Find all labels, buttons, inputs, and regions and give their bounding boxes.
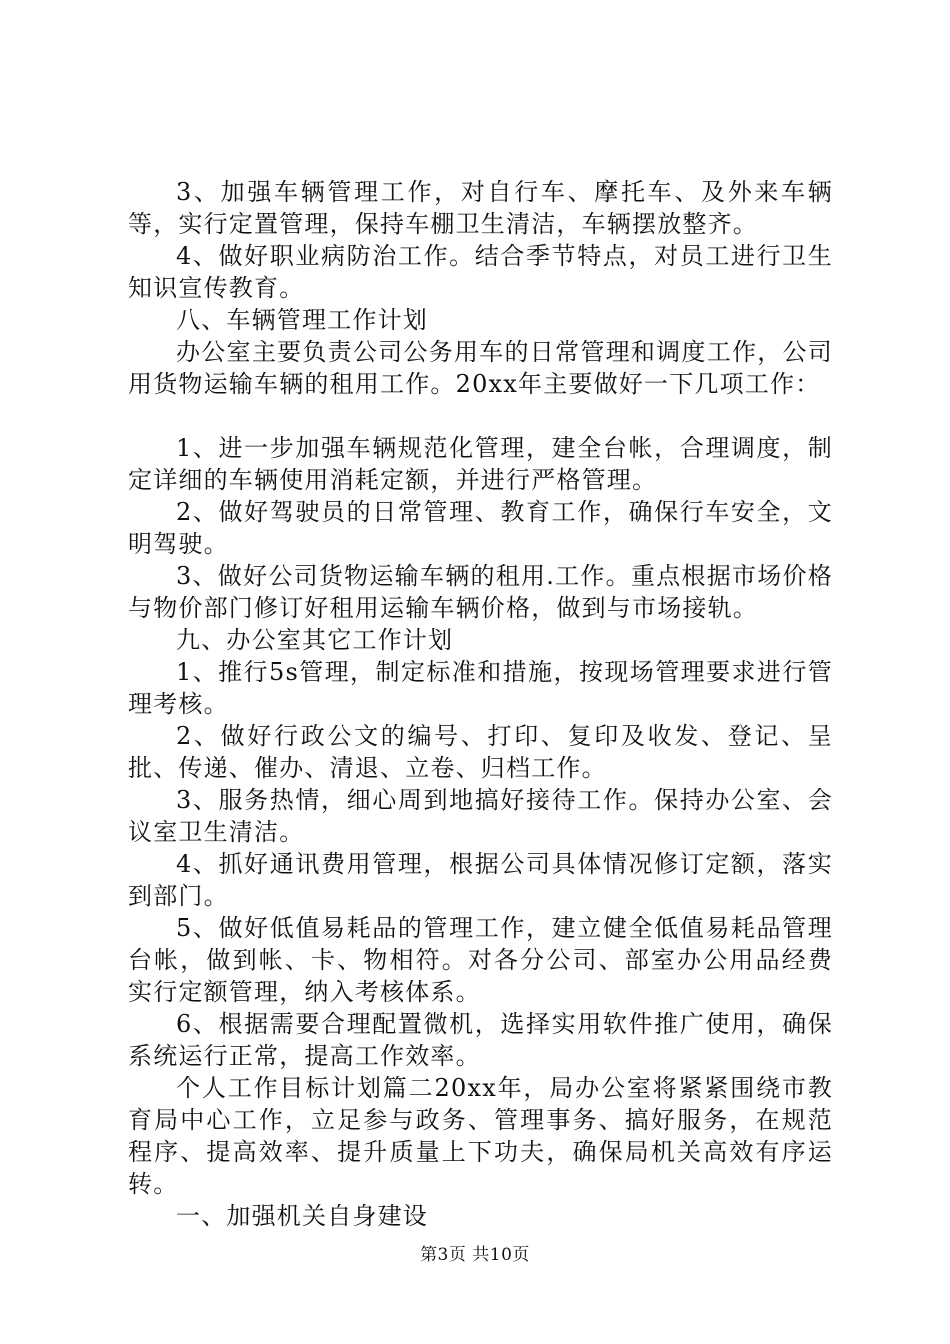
paragraph-plan-part-2: 个人工作目标计划篇二20xx年，局办公室将紧紧围绕市教育局中心工作，立足参与政务、管理事务、搞好服务，在规范程序、提高效率、提升质量上下功夫，确保局机关高效有序运转。 <box>128 1074 833 1198</box>
page-number: 第3页 共10页 <box>420 1245 530 1265</box>
section-heading-8: 八、车辆管理工作计划 <box>176 306 428 334</box>
paragraph-other-item-4: 4、抓好通讯费用管理，根据公司具体情况修订定额，落实到部门。 <box>128 850 833 910</box>
page-footer <box>0 1244 950 1266</box>
paragraph-occupational-health: 4、做好职业病防治工作。结合季节特点，对员工进行卫生知识宣传教育。 <box>128 242 833 302</box>
paragraph-other-item-2: 2、做好行政公文的编号、打印、复印及收发、登记、呈批、传递、催办、清退、立卷、归档工作。 <box>128 722 833 782</box>
document-body <box>128 176 833 1232</box>
paragraph-vehicle-item-1: 1、进一步加强车辆规范化管理，建全台帐，合理调度，制定详细的车辆使用消耗定额，并进行严格管理。 <box>128 434 833 494</box>
paragraph-other-item-5: 5、做好低值易耗品的管理工作，建立健全低值易耗品管理台帐，做到帐、卡、物相符。对各分公司、部室办公用品经费实行定额管理，纳入考核体系。 <box>128 914 833 1006</box>
paragraph-vehicle-item-3: 3、做好公司货物运输车辆的租用.工作。重点根据市场价格与物价部门修订好租用运输车辆价格，做到与市场接轨。 <box>128 562 833 622</box>
paragraph-vehicle-management: 3、加强车辆管理工作，对自行车、摩托车、及外来车辆等，实行定置管理，保持车棚卫生清洁，车辆摆放整齐。 <box>128 178 833 238</box>
paragraph-other-item-1: 1、推行5s管理，制定标准和措施，按现场管理要求进行管理考核。 <box>128 658 833 718</box>
paragraph-other-item-3: 3、服务热情，细心周到地搞好接待工作。保持办公室、会议室卫生清洁。 <box>128 786 833 846</box>
section-heading-1: 一、加强机关自身建设 <box>176 1202 428 1230</box>
paragraph-vehicle-item-2: 2、做好驾驶员的日常管理、教育工作，确保行车安全，文明驾驶。 <box>128 498 833 558</box>
paragraph-other-item-6: 6、根据需要合理配置微机，选择实用软件推广使用，确保系统运行正常，提高工作效率。 <box>128 1010 833 1070</box>
section-heading-9: 九、办公室其它工作计划 <box>176 626 454 654</box>
paragraph-office-vehicle-duty: 办公室主要负责公司公务用车的日常管理和调度工作，公司用货物运输车辆的租用工作。20xx年主要做好一下几项工作： <box>128 338 833 398</box>
